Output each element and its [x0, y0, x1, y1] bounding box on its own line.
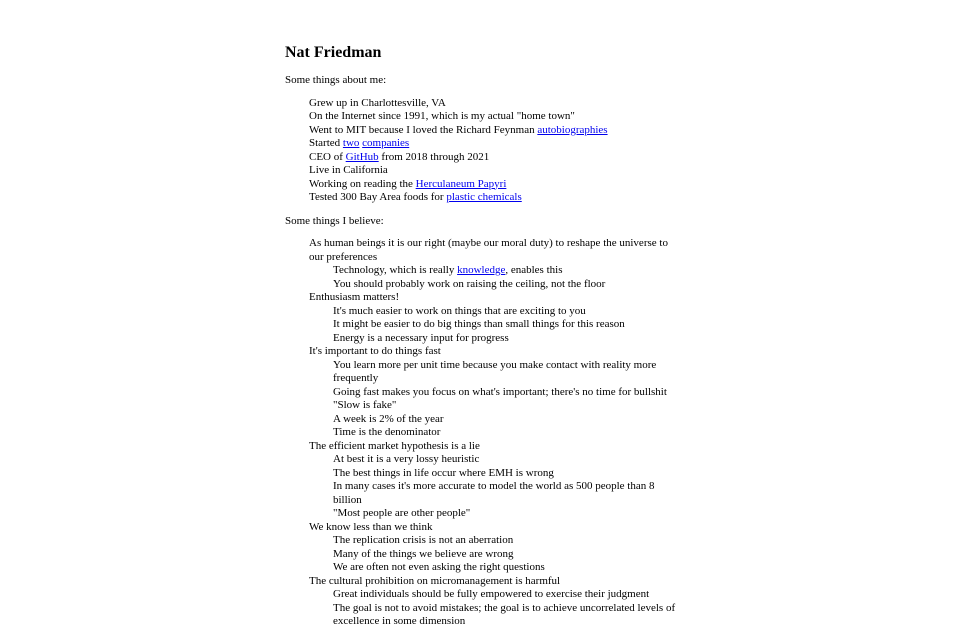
sub-list-item — [333, 426, 685, 440]
sub-list-item — [333, 480, 685, 507]
sub-list-item — [333, 548, 685, 562]
sub-list — [309, 305, 685, 346]
sub-list-item — [333, 332, 685, 346]
list-item-text: It's important to do things fast — [309, 345, 441, 357]
sub-list-item — [333, 534, 685, 548]
list-item-text: Started — [309, 137, 343, 149]
link-companies[interactable]: companies — [362, 137, 410, 149]
list-item-text: "Most people are other people" — [333, 507, 471, 519]
list-item-text: We know less than we think — [309, 520, 433, 533]
list-item-text: Live in California — [309, 164, 388, 176]
list-item-text: You should probably work on raising the ceiling, not the floor — [333, 277, 606, 290]
list-item-text: Time is the denominator — [333, 426, 441, 438]
sub-list — [309, 588, 685, 629]
list-item-text: Many of the things we believe are wrong — [333, 547, 514, 560]
sub-list — [309, 534, 685, 575]
list-item-text: Grew up in Charlottesville, VA — [309, 96, 446, 109]
list-item-text: The goal is not to avoid mistakes; the goal is to achieve uncorrelated levels of excellence in some dimension — [333, 601, 676, 627]
list-item-text: The best things in life occur where EMH is wrong — [333, 466, 554, 479]
sub-list-item — [333, 467, 685, 481]
list-item — [309, 440, 685, 521]
sub-list-item — [333, 386, 685, 400]
link-autobiographies[interactable]: autobiographies — [537, 123, 608, 136]
list-item-text: Technology, which is really — [333, 264, 458, 276]
list-item-text: A week is 2% of the year — [333, 412, 444, 425]
sub-list — [309, 453, 685, 521]
link-plastic-chemicals[interactable]: plastic chemicals — [446, 191, 522, 203]
link-herculaneum-papyri[interactable]: Herculaneum Papyri — [415, 177, 507, 190]
sub-list-item — [333, 305, 685, 319]
sub-list-item — [333, 399, 685, 413]
list-item-text: We are often not even asking the right questions — [333, 561, 545, 573]
sub-list-item — [333, 561, 685, 575]
list-item — [309, 124, 685, 138]
sub-list-item — [333, 413, 685, 427]
list-item-text: The replication crisis is not an aberration — [333, 534, 514, 546]
list-item-text: Working on reading the — [309, 177, 416, 190]
list-item — [309, 151, 685, 165]
link-github[interactable]: GitHub — [345, 150, 379, 163]
list-item-text: It might be easier to do big things than small things for this reason — [333, 318, 625, 330]
list-item-text: It's much easier to work on things that are exciting to you — [333, 304, 586, 317]
list-item-text: The efficient market hypothesis is a lie — [309, 439, 480, 452]
sub-list-item — [333, 507, 685, 521]
beliefs-intro: Some things I believe: — [285, 214, 384, 227]
list-item — [309, 164, 685, 178]
list-item-text: from 2018 through 2021 — [378, 150, 490, 163]
sub-list-item — [333, 359, 685, 386]
about-intro: Some things about me: — [285, 74, 387, 86]
link-knowledge[interactable]: knowledge — [457, 264, 506, 276]
list-item-text: In many cases it's more accurate to model the world as 500 people than 8 billion — [333, 480, 655, 506]
sub-list-item — [333, 453, 685, 467]
list-item — [309, 291, 685, 345]
list-item-text: Great individuals should be fully empowered to exercise their judgment — [333, 588, 650, 600]
list-item-text: Went to MIT because I loved the Richard Feynman — [309, 123, 538, 136]
sub-list — [309, 359, 685, 440]
list-item — [309, 237, 685, 291]
list-item-text: On the Internet since 1991, which is my actual "home town" — [309, 110, 575, 122]
sub-list — [309, 264, 685, 291]
page-title: Nat Friedman — [285, 44, 382, 61]
sub-list-item — [333, 278, 685, 292]
list-item-text: You learn more per unit time because you make contact with reality more frequently — [333, 358, 657, 384]
list-item — [309, 178, 685, 192]
link-two[interactable]: two — [342, 137, 360, 149]
about-list — [285, 97, 685, 205]
list-item-text: , enables this — [505, 264, 563, 276]
list-item-text: As human beings it is our right (maybe our moral duty) to reshape the universe to our preferences — [309, 237, 668, 263]
list-item — [309, 521, 685, 575]
sub-list-item — [333, 264, 685, 278]
sub-list-item — [333, 588, 685, 602]
list-item-text: At best it is a very lossy heuristic — [333, 453, 480, 465]
list-item-text: "Slow is fake" — [333, 399, 397, 411]
beliefs-list — [285, 237, 685, 629]
list-item — [309, 97, 685, 111]
sub-list-item — [333, 602, 685, 629]
list-item — [309, 345, 685, 440]
list-item — [309, 137, 685, 151]
list-item-text: The cultural prohibition on micromanagement is harmful — [309, 574, 561, 587]
list-item-text: CEO of — [309, 150, 346, 163]
list-item — [309, 191, 685, 205]
list-item — [309, 110, 685, 124]
list-item-text: Going fast makes you focus on what's important; there's no time for bullshit — [333, 385, 667, 398]
list-item-text: Tested 300 Bay Area foods for — [309, 191, 447, 203]
list-item — [309, 575, 685, 629]
list-item-text: Enthusiasm matters! — [309, 291, 400, 303]
sub-list-item — [333, 318, 685, 332]
page-content — [285, 0, 685, 629]
list-item-text: Energy is a necessary input for progress — [333, 331, 509, 344]
